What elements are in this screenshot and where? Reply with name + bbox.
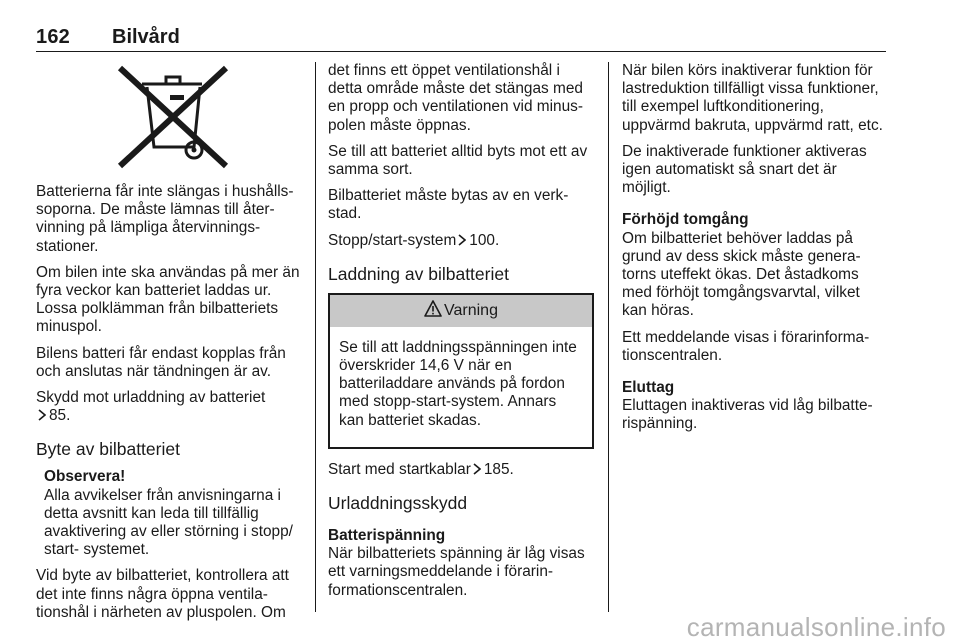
paragraph: Om bilen inte ska användas på mer än fyra veckor kan batteriet laddas ur. Lossa polklämman från bilbatteriets minuspol. (36, 263, 300, 336)
section-heading: Urladdningsskydd (328, 493, 468, 514)
reference-page: 85. (49, 407, 71, 425)
column-2 (328, 62, 594, 608)
warning-text: Se till att laddningsspänningen inte överskrider 14,6 V när en batteriladdare används på fordon med stopp-start-system. Annars kan batteriet skadas. (339, 338, 577, 429)
header-rule (36, 51, 886, 52)
section-heading: Byte av bilbatteriet (36, 439, 180, 460)
column-3 (622, 62, 888, 442)
page-reference-arrow-icon (473, 463, 481, 475)
paragraph: Ett meddelande visas i förarinformationscentralen. (622, 328, 870, 364)
reference-page: 185. (483, 460, 514, 478)
paragraph: Bilbatteriet måste bytas av en verkstad. (328, 187, 569, 223)
warning-box (328, 293, 594, 449)
page-number: 162 (36, 26, 70, 48)
column-divider-1 (315, 62, 316, 612)
subheading: Förhöjd tomgång (622, 211, 749, 229)
paragraph (36, 389, 302, 425)
paragraph: det finns ett öppet ventilationshål i detta område måste det stängas med en propp och ventilationen vid minuspolen måste öppnas. (328, 62, 583, 134)
section-heading: Laddning av bilbatteriet (328, 263, 509, 284)
page-reference-arrow-icon (458, 234, 466, 246)
column-1 (36, 62, 302, 630)
warning-triangle-icon (424, 300, 442, 317)
paragraph (328, 461, 594, 479)
paragraph (328, 232, 594, 250)
paragraph: När bilen körs inaktiverar funktion för lastreduktion tillfälligt vissa funktioner, till exempel luftkonditionering, uppvärmd bakruta, uppvärmd ratt, etc. (622, 62, 883, 134)
paragraph: Bilens batteri får endast kopplas från och anslutas när tändningen är av. (36, 344, 286, 380)
section-title: Bilvård (112, 26, 180, 48)
warning-title: Varning (444, 301, 498, 319)
paragraph: Eluttagen inaktiveras vid låg bilbatterispänning. (622, 397, 873, 433)
paragraph: Batterierna får inte slängas i hushållssoporna. De måste lämnas till återvinning på lämpliga återvinningsstationer. (36, 183, 294, 255)
page-reference-arrow-icon (38, 409, 46, 421)
reference-text: Skydd mot urladdning av batteriet (36, 389, 266, 407)
note-text: Alla avvikelser från anvisningarna i detta avsnitt kan leda till tillfällig avaktivering av eller störning i stopp/ start- systemet. (44, 486, 293, 559)
note-block (44, 468, 302, 559)
watermark: carmanualsonline.info (686, 612, 946, 642)
paragraph: De inaktiverade funktioner aktiveras igen automatiskt så snart det är möjligt. (622, 142, 867, 197)
subheading: Eluttag (622, 379, 675, 397)
paragraph: När bilbatteriets spänning är låg visas ett varningsmeddelande i förarinformationscentralen. (328, 545, 585, 599)
paragraph: Se till att batteriet alltid byts mot ett av samma sort. (328, 142, 588, 179)
reference-page: 100. (469, 231, 500, 249)
paragraph: Vid byte av bilbatteriet, kontrollera att det inte finns några öppna ventilationshål i närheten av pluspolen. Om (36, 567, 289, 621)
reference-text: Start med startkablar (328, 460, 471, 478)
reference-text: Stopp/start-system (328, 231, 457, 249)
warning-header (330, 295, 592, 327)
column-divider-2 (608, 62, 609, 612)
subheading: Batterispänning (328, 527, 446, 545)
paragraph: Om bilbatteriet behöver laddas på grund av dess skick måste generatorns uteffekt ökas. Det åstadkoms med förhöjt tomgångsvarvtal, vilket kan höras. (622, 229, 861, 320)
crossed-out-wheelie-bin-icon (112, 62, 234, 172)
page-header (36, 26, 886, 54)
note-title: Observera! (44, 468, 126, 486)
